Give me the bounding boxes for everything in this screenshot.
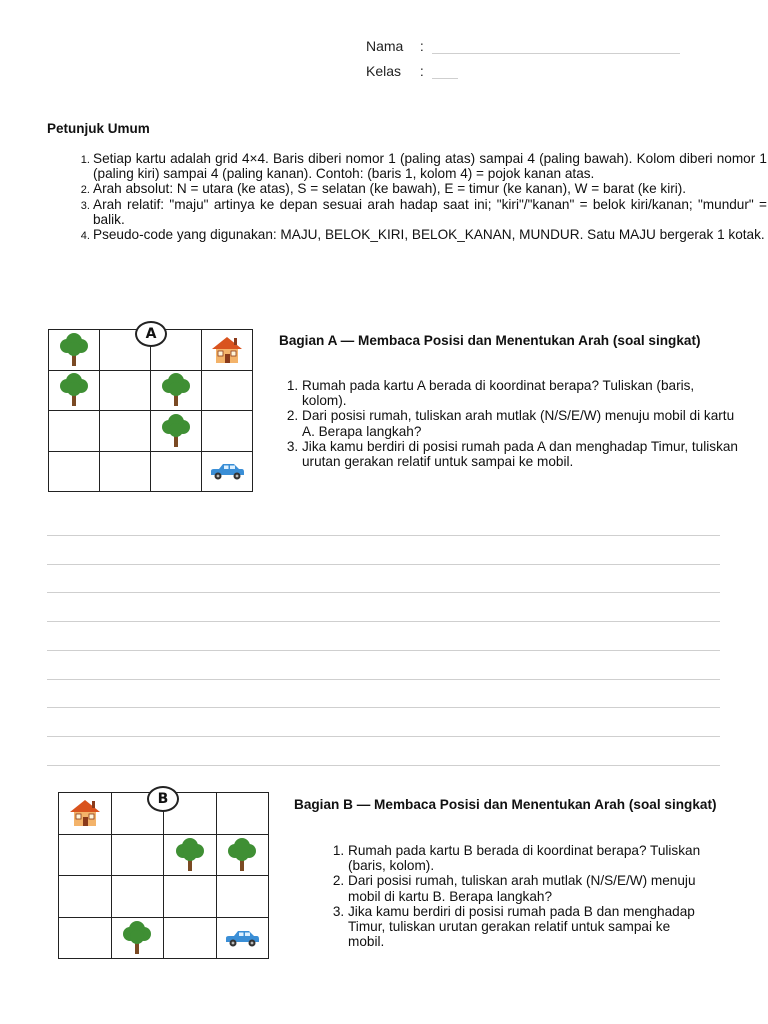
card-b-cell xyxy=(216,876,269,918)
card-a-cell xyxy=(151,411,202,452)
class-label: Kelas xyxy=(366,63,402,79)
general-rules-list xyxy=(47,151,767,242)
answer-line[interactable] xyxy=(47,707,720,708)
tree-icon xyxy=(164,837,216,873)
card-a-cell xyxy=(202,411,253,452)
question-item: 1. Rumah pada kartu B berada di koordinat berapa? Tuliskan (baris, kolom). xyxy=(348,843,708,873)
tree-icon xyxy=(49,372,99,408)
card-b-cell xyxy=(111,876,164,918)
card-a-cell xyxy=(49,330,100,371)
name-label: Nama xyxy=(366,38,404,54)
card-a-grid xyxy=(48,329,253,492)
tree-icon xyxy=(151,413,201,449)
tree-icon xyxy=(112,920,164,956)
card-b-cell xyxy=(216,917,269,959)
card-b-cell xyxy=(59,793,112,835)
card-b-cell xyxy=(59,834,112,876)
name-field-row xyxy=(366,38,680,54)
card-a-cell xyxy=(100,411,151,452)
house-icon xyxy=(59,798,111,828)
rule-item: 2. Arah absolut: N = utara (ke atas), S = selatan (ke bawah), E = timur (ke kanan), W = barat (ke kiri). xyxy=(93,181,767,196)
section-b-questions xyxy=(326,843,708,949)
answer-line[interactable] xyxy=(47,765,720,766)
name-separator: : xyxy=(419,38,424,54)
card-b-cell xyxy=(111,834,164,876)
card-b-row xyxy=(59,834,269,876)
general-title: Petunjuk Umum xyxy=(47,121,150,136)
question-item: 1. Rumah pada kartu A berada di koordinat berapa? Tuliskan (baris, kolom). xyxy=(302,378,742,408)
card-a-row xyxy=(49,411,253,452)
card-a-cell xyxy=(49,451,100,492)
class-input-line[interactable] xyxy=(432,64,458,79)
answer-line[interactable] xyxy=(47,564,720,565)
card-b-cell xyxy=(111,917,164,959)
card-a-cell xyxy=(151,370,202,411)
card-b-row xyxy=(59,876,269,918)
card-a-cell xyxy=(49,370,100,411)
answer-line[interactable] xyxy=(47,650,720,651)
answer-line[interactable] xyxy=(47,535,720,536)
rule-item: 1. Setiap kartu adalah grid 4×4. Baris diberi nomor 1 (paling atas) sampai 4 (paling bawah). Kolom diberi nomor 1 (paling kiri) sampai 4 (paling kanan). Contoh: (baris 1, kolom 4) = pojok kanan atas. xyxy=(93,151,767,181)
question-item: 3. Jika kamu berdiri di posisi rumah pada B dan menghadap Timur, tuliskan urutan gerakan relatif untuk sampai ke mobil. xyxy=(348,904,708,950)
card-b-cell xyxy=(216,793,269,835)
card-b-cell xyxy=(164,876,217,918)
class-field-row xyxy=(366,63,458,79)
car-icon xyxy=(202,461,252,481)
card-b-cell xyxy=(164,834,217,876)
card-b-row xyxy=(59,917,269,959)
card-a-cell xyxy=(49,411,100,452)
house-icon xyxy=(202,335,252,365)
class-separator: : xyxy=(419,63,424,79)
tree-icon xyxy=(151,372,201,408)
answer-line[interactable] xyxy=(47,592,720,593)
section-a-questions xyxy=(280,378,742,469)
card-a-cell xyxy=(100,451,151,492)
card-a-cell xyxy=(100,370,151,411)
answer-line[interactable] xyxy=(47,621,720,622)
section-b-title: Bagian B — Membaca Posisi dan Menentukan Arah (soal singkat) xyxy=(294,797,717,812)
card-b-cell xyxy=(164,917,217,959)
card-a-cell xyxy=(202,370,253,411)
section-a-title: Bagian A — Membaca Posisi dan Menentukan Arah (soal singkat) xyxy=(279,333,701,348)
tree-icon xyxy=(217,837,269,873)
answer-line[interactable] xyxy=(47,679,720,680)
rule-item: 4. Pseudo-code yang digunakan: MAJU, BELOK_KIRI, BELOK_KANAN, MUNDUR. Satu MAJU bergerak 1 kotak. xyxy=(93,227,767,242)
car-icon xyxy=(217,928,269,948)
card-b-cell xyxy=(59,917,112,959)
card-a-cell xyxy=(202,330,253,371)
tree-icon xyxy=(49,332,99,368)
card-b-cell xyxy=(59,876,112,918)
card-a-row xyxy=(49,451,253,492)
question-item: 2. Dari posisi rumah, tuliskan arah mutlak (N/S/E/W) menuju mobil di kartu A. Berapa langkah? xyxy=(302,408,742,438)
rule-item: 3. Arah relatif: "maju" artinya ke depan sesuai arah hadap saat ini; "kiri"/"kanan" = belok kiri/kanan; "mundur" = balik. xyxy=(93,197,767,227)
answer-line[interactable] xyxy=(47,736,720,737)
card-b-cell xyxy=(216,834,269,876)
card-b-grid xyxy=(58,792,269,959)
card-a-cell xyxy=(151,451,202,492)
card-a-cell xyxy=(202,451,253,492)
name-input-line[interactable] xyxy=(432,39,680,54)
card-a-label: A xyxy=(135,321,167,347)
card-a-row xyxy=(49,370,253,411)
card-b-label: B xyxy=(147,786,179,812)
question-item: 3. Jika kamu berdiri di posisi rumah pada A dan menghadap Timur, tuliskan urutan gerakan relatif untuk sampai ke mobil. xyxy=(302,439,742,469)
question-item: 2. Dari posisi rumah, tuliskan arah mutlak (N/S/E/W) menuju mobil di kartu B. Berapa langkah? xyxy=(348,873,708,903)
